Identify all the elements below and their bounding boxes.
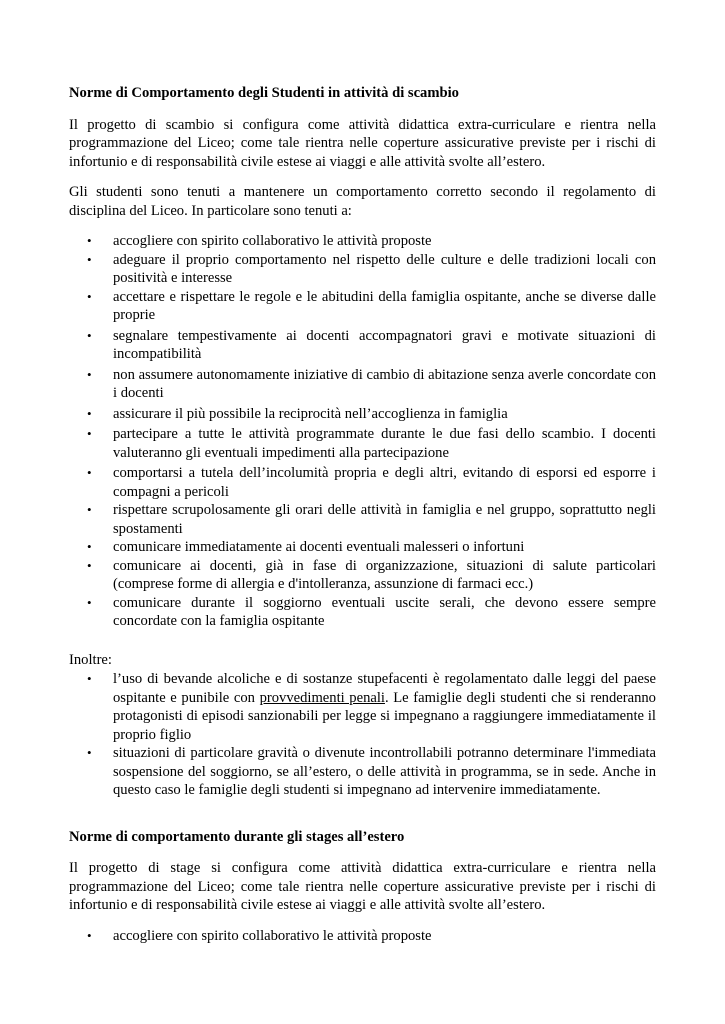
bullet-icon: • [87,927,92,943]
list-item: • rispettare scrupolosamente gli orari delle attività in famiglia e nel gruppo, soprattutto negli spostamenti [87,502,656,537]
section1-intro: Il progetto di scambio si configura come attività didattica extra-curriculare e rientra nella programmazione del Liceo; come tale rientra nelle coperture assicurative previste per i rischi di infortunio e di responsabilità civile estese ai viaggi e alle attività svolte all’estero. [69,116,656,170]
bullet-icon: • [87,594,92,610]
section2-list [69,927,656,946]
list-item: • l’uso di bevande alcoliche e di sostanze stupefacenti è regolamentato dalle leggi del paese ospitante e punibile con provvedimenti penali. Le famiglie degli studenti che si renderanno protagonisti di episodi sanzionabili per legge si impegnano a raggiungere immediatamente il proprio figlio [87,671,656,743]
list-item: • accettare e rispettare le regole e le abitudini della famiglia ospitante, anche se diverse dalle proprie [87,288,656,323]
section2-title: Norme di comportamento durante gli stages all’estero [69,828,405,845]
penal-link[interactable]: provvedimenti penali [259,689,385,706]
list-item: • accogliere con spirito collaborativo le attività proposte [87,233,432,249]
inoltre-label: Inoltre: [69,651,112,668]
section1-title: Norme di Comportamento degli Studenti in attività di scambio [69,85,459,101]
list-item: • comportarsi a tutela dell’incolumità propria e degli altri, evitando di esporsi ed esporre i compagni a pericoli [87,465,656,500]
bullet-icon: • [87,539,92,554]
section2-intro: Il progetto di stage si configura come attività didattica extra-curriculare e rientra nella programmazione del Liceo; come tale rientra nelle coperture assicurative previste per i rischi di infortunio e di responsabilità civile estese ai viaggi e alle attività svolte all’estero. [69,860,656,913]
list-item: • comunicare immediatamente ai docenti eventuali malesseri o infortuni [87,539,525,555]
list-item: • partecipare a tutte le attività programmate durante le due fasi dello scambio. I docenti valuteranno gli eventuali impedimenti alla partecipazione [87,426,656,461]
bullet-icon: • [87,288,92,304]
document-page [69,84,656,957]
bullet-icon: • [87,671,92,686]
bullet-icon: • [87,426,92,441]
list-item: • comunicare durante il soggiorno eventuali uscite serali, che devono essere sempre concordate con la famiglia ospitante [87,594,656,629]
bullet-icon: • [87,405,92,421]
list-item: • non assumere autonomamente iniziative di cambio di abitazione senza averle concordate con i docenti [87,366,656,401]
bullet-icon: • [87,233,92,248]
list-item: • situazioni di particolare gravità o divenute incontrollabili potranno determinare l'immediata sospensione del soggiorno, se all’estero, o delle attività in programma, se in sede. Anche in questo caso le famiglie degli studenti si impegnano ad intervenire immediatamente. [87,745,656,798]
list-item: • segnalare tempestivamente ai docenti accompagnatori gravi e motivate situazioni di incompatibilità [87,327,656,362]
section1-list [69,232,656,631]
bullet-icon: • [87,745,92,760]
bullet-icon: • [87,557,92,573]
list-item: • accogliere con spirito collaborativo le attività proposte [87,927,432,944]
bullet-icon: • [87,366,92,382]
bullet-icon: • [87,502,92,517]
list-item: • adeguare il proprio comportamento nel rispetto delle culture e delle tradizioni locali con positività e interesse [87,251,656,286]
list-item: • assicurare il più possibile la reciprocità nell’accoglienza in famiglia [87,405,508,422]
bullet-icon: • [87,465,92,480]
list-item: • comunicare ai docenti, già in fase di organizzazione, situazioni di salute particolari (comprese forme di allergia e d'intolleranza, assunzione di farmaci ecc.) [87,557,656,592]
inoltre-list [69,670,656,800]
section1-lead: Gli studenti sono tenuti a mantenere un comportamento corretto secondo il regolamento di disciplina del Liceo. In particolare sono tenuti a: [69,184,656,219]
bullet-icon: • [87,327,92,343]
bullet-icon: • [87,251,92,267]
